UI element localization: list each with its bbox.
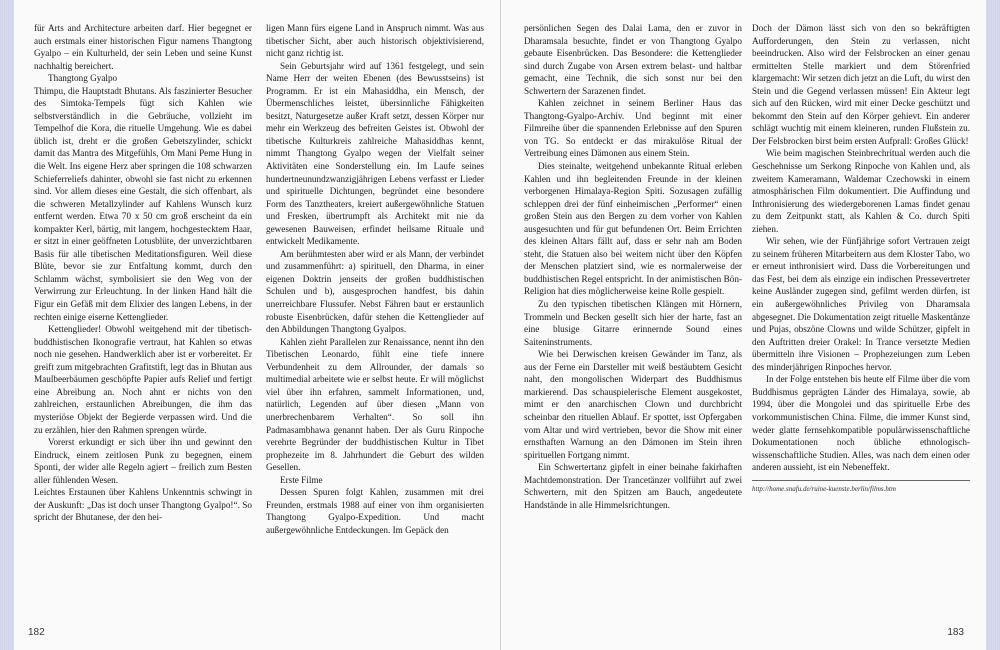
paragraph: Kettenglieder! Obwohl weitgehend mit der tibetisch-buddhistischen Ikonografie vertraut, hat Kahlen so etwas noch nie gesehen. Handwerklich aber ist er vorbereitet. Er greift zum mitgebrachten Grafitstift, legt das in Bhutan aus Maulbeerbäumen geschöpfte Papier aufs Relief und fertigt eine Abreibung an. Noch ahnt er nichts von den zahlreichen, erstaunlichen Abreibungen, die ihm das mysteriöse Objekt der Begierde verpassen wird. Und die zu erzählen, hier den Rahmen sprengen würde. [34,324,252,435]
left-page-column-2 [266,22,484,536]
paragraph: Wir sehen, wie der Fünfjährige sofort Vertrauen zeigt zu seinem früheren Mitarbeitern aus dem Kloster Tabo, wo er erneut inthronisiert wird. Dass die Vorbereitungen und das Fest, bei dem als einzige ein indischen Pressevertreter keine Ausländer zugegen sind, gefilmt werden dürfen, ist ein außergewöhnliches Privileg von Dharamsala abgesegnet. Die Dokumentation zeigt rituelle Maskentänze und Pujas, obszöne Clowns und wilde Schützer, gipfelt in den Auftritten dreier Orakel: In Trance versetzte Medien übermitteln ihre Visionen – Prophezeiungen zum Leben des minderjährigen Rinpoches hervor. [752,236,970,372]
page-number-right: 183 [947,627,964,638]
paragraph: In der Folge entstehen bis heute elf Filme über die vom Buddhismus geprägten Länder des Himalaya, sowie, ab 1994, über die Mongolei und das spirituelle Erbe des vorkommunistischen China. Filme, die immer Kunst sind, weder glatte fernsehkompatible populärwissenschaftliche Dokumentationen noch übliche ethnologisch-wissenschaftliche Studien. Alles, was nach dem einen oder anderen aussieht, ist ein Nebeneffekt. [752,374,970,473]
right-page-column-2-text [752,22,970,474]
paragraph: Doch der Dämon lässt sich von den so bekräftigten Aufforderungen, den Stein zu verlassen, nicht beeindrucken. Also wird der Felsbrocken an einer genau ermittelten Stelle markiert und dem Störenfried klargemacht: Wir setzen dich jetzt an die Luft, du wirst den Stein und die Gegend verlassen müssen! Ein Akteur legt sich auf den Rücken, wird mit einer Decke geschützt und bekommt den Stein auf den Körper gehievt. Ein anderer schlägt wuchtig mit einem kleineren, runden Flußstein zu. Der Felsbrocken birst beim ersten Aufprall: Großes Glück! [752,23,970,146]
paragraph: Wie bei Derwischen kreisen Gewänder im Tanz, als aus der Ferne ein Darsteller mit weiß bestäubtem Gesicht naht, den mongolischen Widerpart des Buddhismus markierend. Das schauspielerische Element ausgekostet, mimt er den anarchischen Clown und durchbricht scheinbar den rituellen Ablauf. Er spottet, isst Opfergaben vom Altar und wird vertrieben, bevor die Show mit einer ernsthaften Warnung an den Dämonen im Stein ihren spirituellen Fortgang nimmt. [524,349,742,460]
paragraph: Thangtong Gyalpo [48,73,118,84]
paragraph: Vorerst erkundigt er sich über ihn und gewinnt den Eindruck, einem zeitlosen Punk zu begegnen, einem Sponti, der wider alle Regeln agiert – freilich zum Besten aller fühlenden Wesen. [34,437,252,485]
paragraph: ligen Mann fürs eigene Land in Anspruch nimmt. Was aus tibetischer Sicht, aber auch historisch objektivisierend, nicht ganz richtig ist. [266,23,484,59]
footnote-rule [752,480,970,481]
paragraph: Kahlen zieht Parallelen zur Renaissance, nennt ihn den Tibetischen Leonardo, fühlt eine tiefe innere Verbundenheit zu dem Allrounder, der damals so multimedial arbeitete wie er selbst heute. Er will möglichst viel über ihn erfahren, sammelt Informationen, und, natürlich, Legenden auf über diesen „Mann von unerbrechenbarem Verhalten“. So soll ihn Padmasambhawa genannt haben. Der als Guru Rinpoche verehrte Begründer der buddhistischen Kultur in Tibet prophezeite im 8. Jahrhundert die Geburt des wilden Gesellen. [266,336,484,473]
paragraph: Dessen Spuren folgt Kahlen, zusammen mit drei Freunden, erstmals 1988 auf einer von ihm organisierten Thangtong Gyalpo-Expedition. Und macht außergewöhnliche Entdeckungen. Im Gepäck den [266,487,484,535]
paragraph: Ein Schwertertanz gipfelt in einer beinahe fakirhaften Machtdemonstration. Der Trancetänzer vollführt auf zwei Schwertern, mit den Spitzen am Bauch, angedeutete Handstände in alle Himmelsrichtungen. [524,462,742,510]
paragraph: Kahlen zeichnet in seinem Berliner Haus das Thangtong-Gyalpo-Archiv. Und beginnt mit einer Filmreihe über die spannenden Erlebnisse auf den Spuren von TG. So entdeckt er das mirakulöse Ritual der Vertreibung eines Dämonen aus einem Stein. [524,98,742,159]
paragraph: Thimpu, die Hauptstadt Bhutans. Als faszinierter Besucher des Simtoka-Tempels fügt sich Kahlen wie selbstverständlich in die Gebräuche, vollzieht im Tempelhof die Kora, die rituelle Umgehung. Wie es dabei üblich ist, dreht er die großen Gebetszylinder, schickt damit das Mantra des Mitgefühls, Om Mani Peme Hung in die Welt. Ins eigene Herz aber springen die 108 schwarzen Schieferreliefs dahinter, obwohl sie fast nicht zu erkennen sind. Vor allem dieses eine Gestalt, die sich offenbart, als die schweren Metallzylinder auf Kahlens Wunsch kurz entfernt werden. Etwa 70 x 50 cm groß erscheint da ein kompakter Kerl, bärtig, mit langem, hochgestecktem Haar, er sitzt in einer geöffneten Lotusblüte, der unverzichtbaren Basis für alle tibetischen Meditationsfiguren. Weil diese Blüte, bevor sie zur Entfaltung kommt, durch den Schlamm wächst, symbolisiert sie den Weg von der Verwirrung zur Erleuchtung. In der linken Hand hält die Figur ein Gefäß mit dem Elixier des langen Lebens, in der rechten einige eiserne Kettenglieder. [34,85,252,322]
right-page-edge [986,0,1000,650]
paragraph: für Arts and Architecture arbeiten darf. Hier begegnet er auch erstmals einer historischen Figur namens Thangtong Gyalpo – ein Kulturheld, der sein Leben und seine Kunst nachhaltig bereichert. [34,23,252,71]
paragraph: Am berühmtesten aber wird er als Mann, der verbindet und zusammenführt: a) spirituell, den Dharma, in einer eigenen Doktrin jenseits der großen buddhistischen Schulen und b), ausgesprochen handfest, bis dahin unerreichbare Flussufer. Nebst Fähren baut er erstaunlich robuste Eisenbrücken, dafür stehen die Kettenglieder auf den Abbildungen Thangtong Gyalpos. [266,248,484,335]
paragraph: persönlichen Segen des Dalai Lama, den er zuvor in Dharamsala besuchte, findet er von Thangtong Gyalpo gebaute Eisenbrücken. Das Besondere: die Kettenglieder sind durch Zugabe von Arsen extrem belast- und haltbar gemacht, eine Technik, die sich sonst nur bei den Schwertern der Sarazenen findet. [524,23,742,96]
paragraph: Dies steinalte, weitgehend unbekannte Ritual erleben Kahlen und ihn begleitenden Freunde in der kleinen verborgenen Himalaya-Region Spiti. Sozusagen zufällig schleppen drei der fünf einheimischen „Performer“ einen großen Stein aus den Bergen zu dem vorher von Kahlen ausgesuchten und für gut befundenen Ort. Beim Errichten des kleinen Altars fällt auf, dass er sehr nah am Boden steht, die Statuen also bei weitem nicht über den Köpfen der Menschen platziert sind, wie es normalerweise der buddhistischen Regel entspricht. In der animistischen Bön-Religion hat dies möglicherweise keine Rolle gespielt. [524,161,742,297]
right-page-column-1 [524,22,742,511]
right-page-column-2 [752,22,970,494]
left-page [14,0,501,650]
paragraph: Erste Filme [280,474,323,485]
paragraph: Wie beim magischen Steinbrechritual werden auch die Geschehnisse um Serkong Rinpoche von Kahlen und, als zweitem Kameramann, Waldemar Czechowski in einem atmosphärischen Film dokumentiert. Die Auffindung und Inthronisierung des wiedergeborenen Lamas findet genau zu dem Zeitpunkt statt, als Kahlen & Co. durch Spiti ziehen. [752,148,970,234]
left-page-edge [0,0,14,650]
paragraph: Leichtes Erstaunen über Kahlens Unkenntnis schwingt in der Auskunft: „Das ist doch unser Thangtong Gyalpo!“. So spricht der Bhutanese, der den hei- [34,487,252,523]
paragraph: Zu den typischen tibetischen Klängen mit Hörnern, Trommeln und Becken gesellt sich hier der harte, fast an eine blusige Gitarre erinnernde Sound eines Saiteninstruments. [524,299,742,347]
paragraph: Sein Geburtsjahr wird auf 1361 festgelegt, und sein Name Herr der weiten Ebenen (des Bewusstseins) ist Programm. Er ist ein Mahasiddha, ein Mensch, der Übermenschliches leistet, übersinnliche Fähigkeiten besitzt, Naturgesetze außer Kraft setzt, dessen Körper nur mehr ein Werkzeug des befreiten Geistes ist. Obwohl der tibetische Kulturkreis zahlreiche Mahasiddhas kennt, nimmt Thangtong Gyalpo wegen der Vielfalt seiner Aktivitäten eine Sonderstellung ein. Im Laufe seines hundertneunundzwanzigjährigen Lebens verfasst er Lieder und spirituelle Dichtungen, begründet eine besondere Form des Tanztheaters, kreiert außergewöhnliche Statuen und Fresken, übertrumpft als Architekt mit nie da gewesenen Bauweisen, erfindet heilsame Rituale und entwickelt Medikamente. [266,60,484,247]
left-page-column-1 [34,22,252,524]
right-page [500,0,986,650]
footnote-url: http://home.snafu.de/ruine-kuenste.berlin/films.htm [752,484,896,493]
page-number-left: 182 [28,627,45,638]
